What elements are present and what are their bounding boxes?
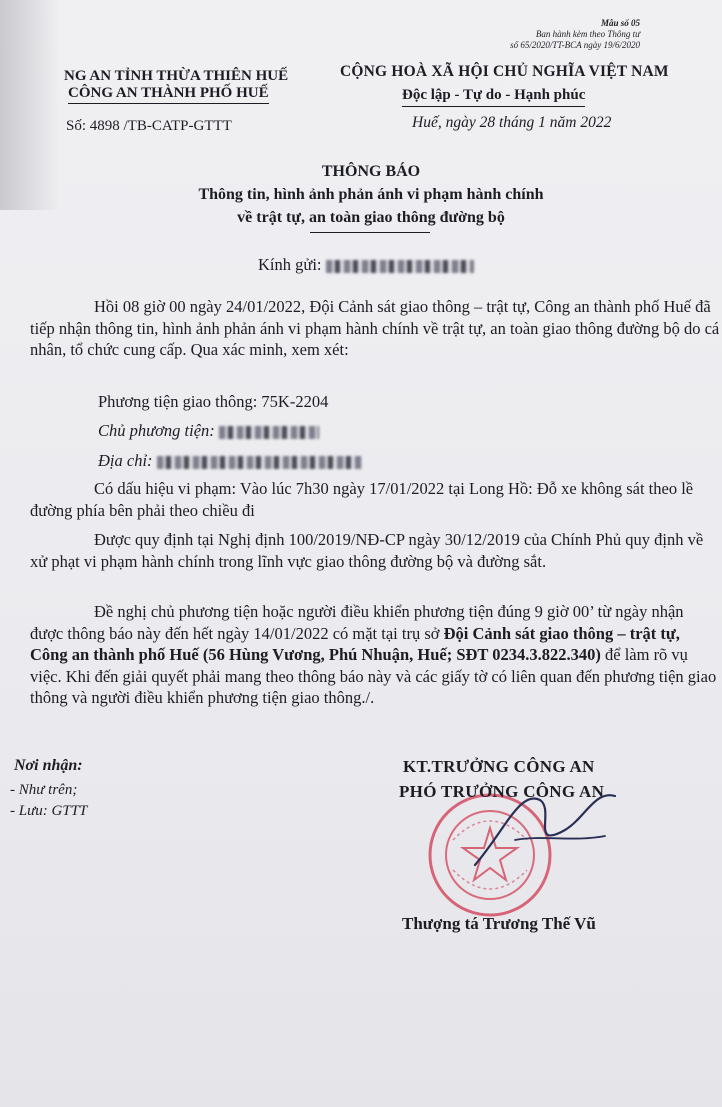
- document-subtitle-line1: Thông tin, hình ảnh phản ánh vi phạm hành chính: [198, 186, 544, 203]
- recipient-label: Kính gửi:: [258, 255, 322, 274]
- document-title: THÔNG BÁO: [321, 163, 421, 180]
- handwritten-signature: [445, 770, 645, 890]
- form-issued-line1: Ban hành kèm theo Thông tư: [535, 29, 640, 39]
- signer-role-line2: PHÓ TRƯỞNG CÔNG AN: [399, 782, 605, 801]
- nation-motto: Độc lập - Tự do - Hạnh phúc: [402, 87, 585, 107]
- recipients-title: Nơi nhận:: [14, 757, 83, 774]
- redacted-recipient: [326, 260, 474, 273]
- recipient-line: [258, 255, 474, 275]
- form-issued-note: [440, 29, 640, 51]
- place-date: Huế, ngày 28 tháng 1 năm 2022: [412, 114, 612, 131]
- request-text-a: Đề nghị chủ phương tiện hoặc người điều khiển phương tiện đúng 9 giờ 00’ từ ngày nhận được thông báo này đến hết ngày 14/01/2022 có mặt tại trụ sở: [30, 602, 684, 643]
- address-label: Địa chỉ:: [98, 451, 153, 470]
- request-text-c: để làm rõ vụ việc. Khi đến giải quyết phải mang theo thông báo này và các giấy tờ có liên quan đến phương tiện giao thông và người điều khiển phương tiện giao thông./.: [30, 645, 717, 707]
- signer-role-line1: KT.TRƯỞNG CÔNG AN: [403, 757, 595, 776]
- redacted-address: [157, 456, 362, 469]
- recipients-item: - Lưu: GTTT: [10, 803, 88, 819]
- address-field: [98, 451, 362, 471]
- nation-heading: CỘNG HOÀ XÃ HỘI CHỦ NGHĨA VIỆT NAM: [340, 63, 669, 80]
- redacted-owner: [219, 426, 319, 439]
- agency-parent: NG AN TỈNH THỪA THIÊN HUẾ: [64, 68, 289, 84]
- owner-field: [98, 421, 319, 441]
- paragraph-violation: Có dấu hiệu vi phạm: Vào lúc 7h30 ngày 17/01/2022 tại Long Hồ: Đỗ xe không sát theo lề đường phía bên phải theo chiều đi: [30, 479, 694, 520]
- subtitle-underline: [310, 232, 430, 233]
- request-office: Đội Cảnh sát giao thông – trật tự, Công an thành phố Huế (56 Hùng Vương, Phú Nhuận, Huế; SĐT 0234.3.822.340): [30, 623, 680, 664]
- vehicle-field: Phương tiện giao thông: 75K-2204: [98, 392, 329, 411]
- form-issued-line2: số 65/2020/TT-BCA ngày 19/6/2020: [510, 40, 640, 50]
- paragraph-request: [30, 601, 720, 709]
- signer-name: Thượng tá Trương Thế Vũ: [402, 914, 596, 933]
- document-subtitle-line2: về trật tự, an toàn giao thông đường bộ: [237, 209, 505, 226]
- recipients-item: - Như trên;: [10, 782, 78, 798]
- document-number: Số: 4898 /TB-CATP-GTTT: [66, 118, 232, 134]
- paragraph-intro: Hồi 08 giờ 00 ngày 24/01/2022, Đội Cảnh sát giao thông – trật tự, Công an thành phố Huế đã tiếp nhận thông tin, hình ảnh phản ánh vi phạm hành chính về trật tự, an toàn giao thông đường bộ do cá nhân, tổ chức cung cấp. Qua xác minh, xem xét:: [30, 297, 720, 359]
- form-number: Mẫu số 05: [600, 18, 640, 28]
- paragraph-legal-basis: Được quy định tại Nghị định 100/2019/NĐ-CP ngày 30/12/2019 của Chính Phủ quy định về xử phạt vi phạm hành chính trong lĩnh vực giao thông đường bộ và đường sắt.: [30, 530, 704, 571]
- agency-name: CÔNG AN THÀNH PHỐ HUẾ: [68, 85, 269, 104]
- owner-label: Chủ phương tiện:: [98, 421, 215, 440]
